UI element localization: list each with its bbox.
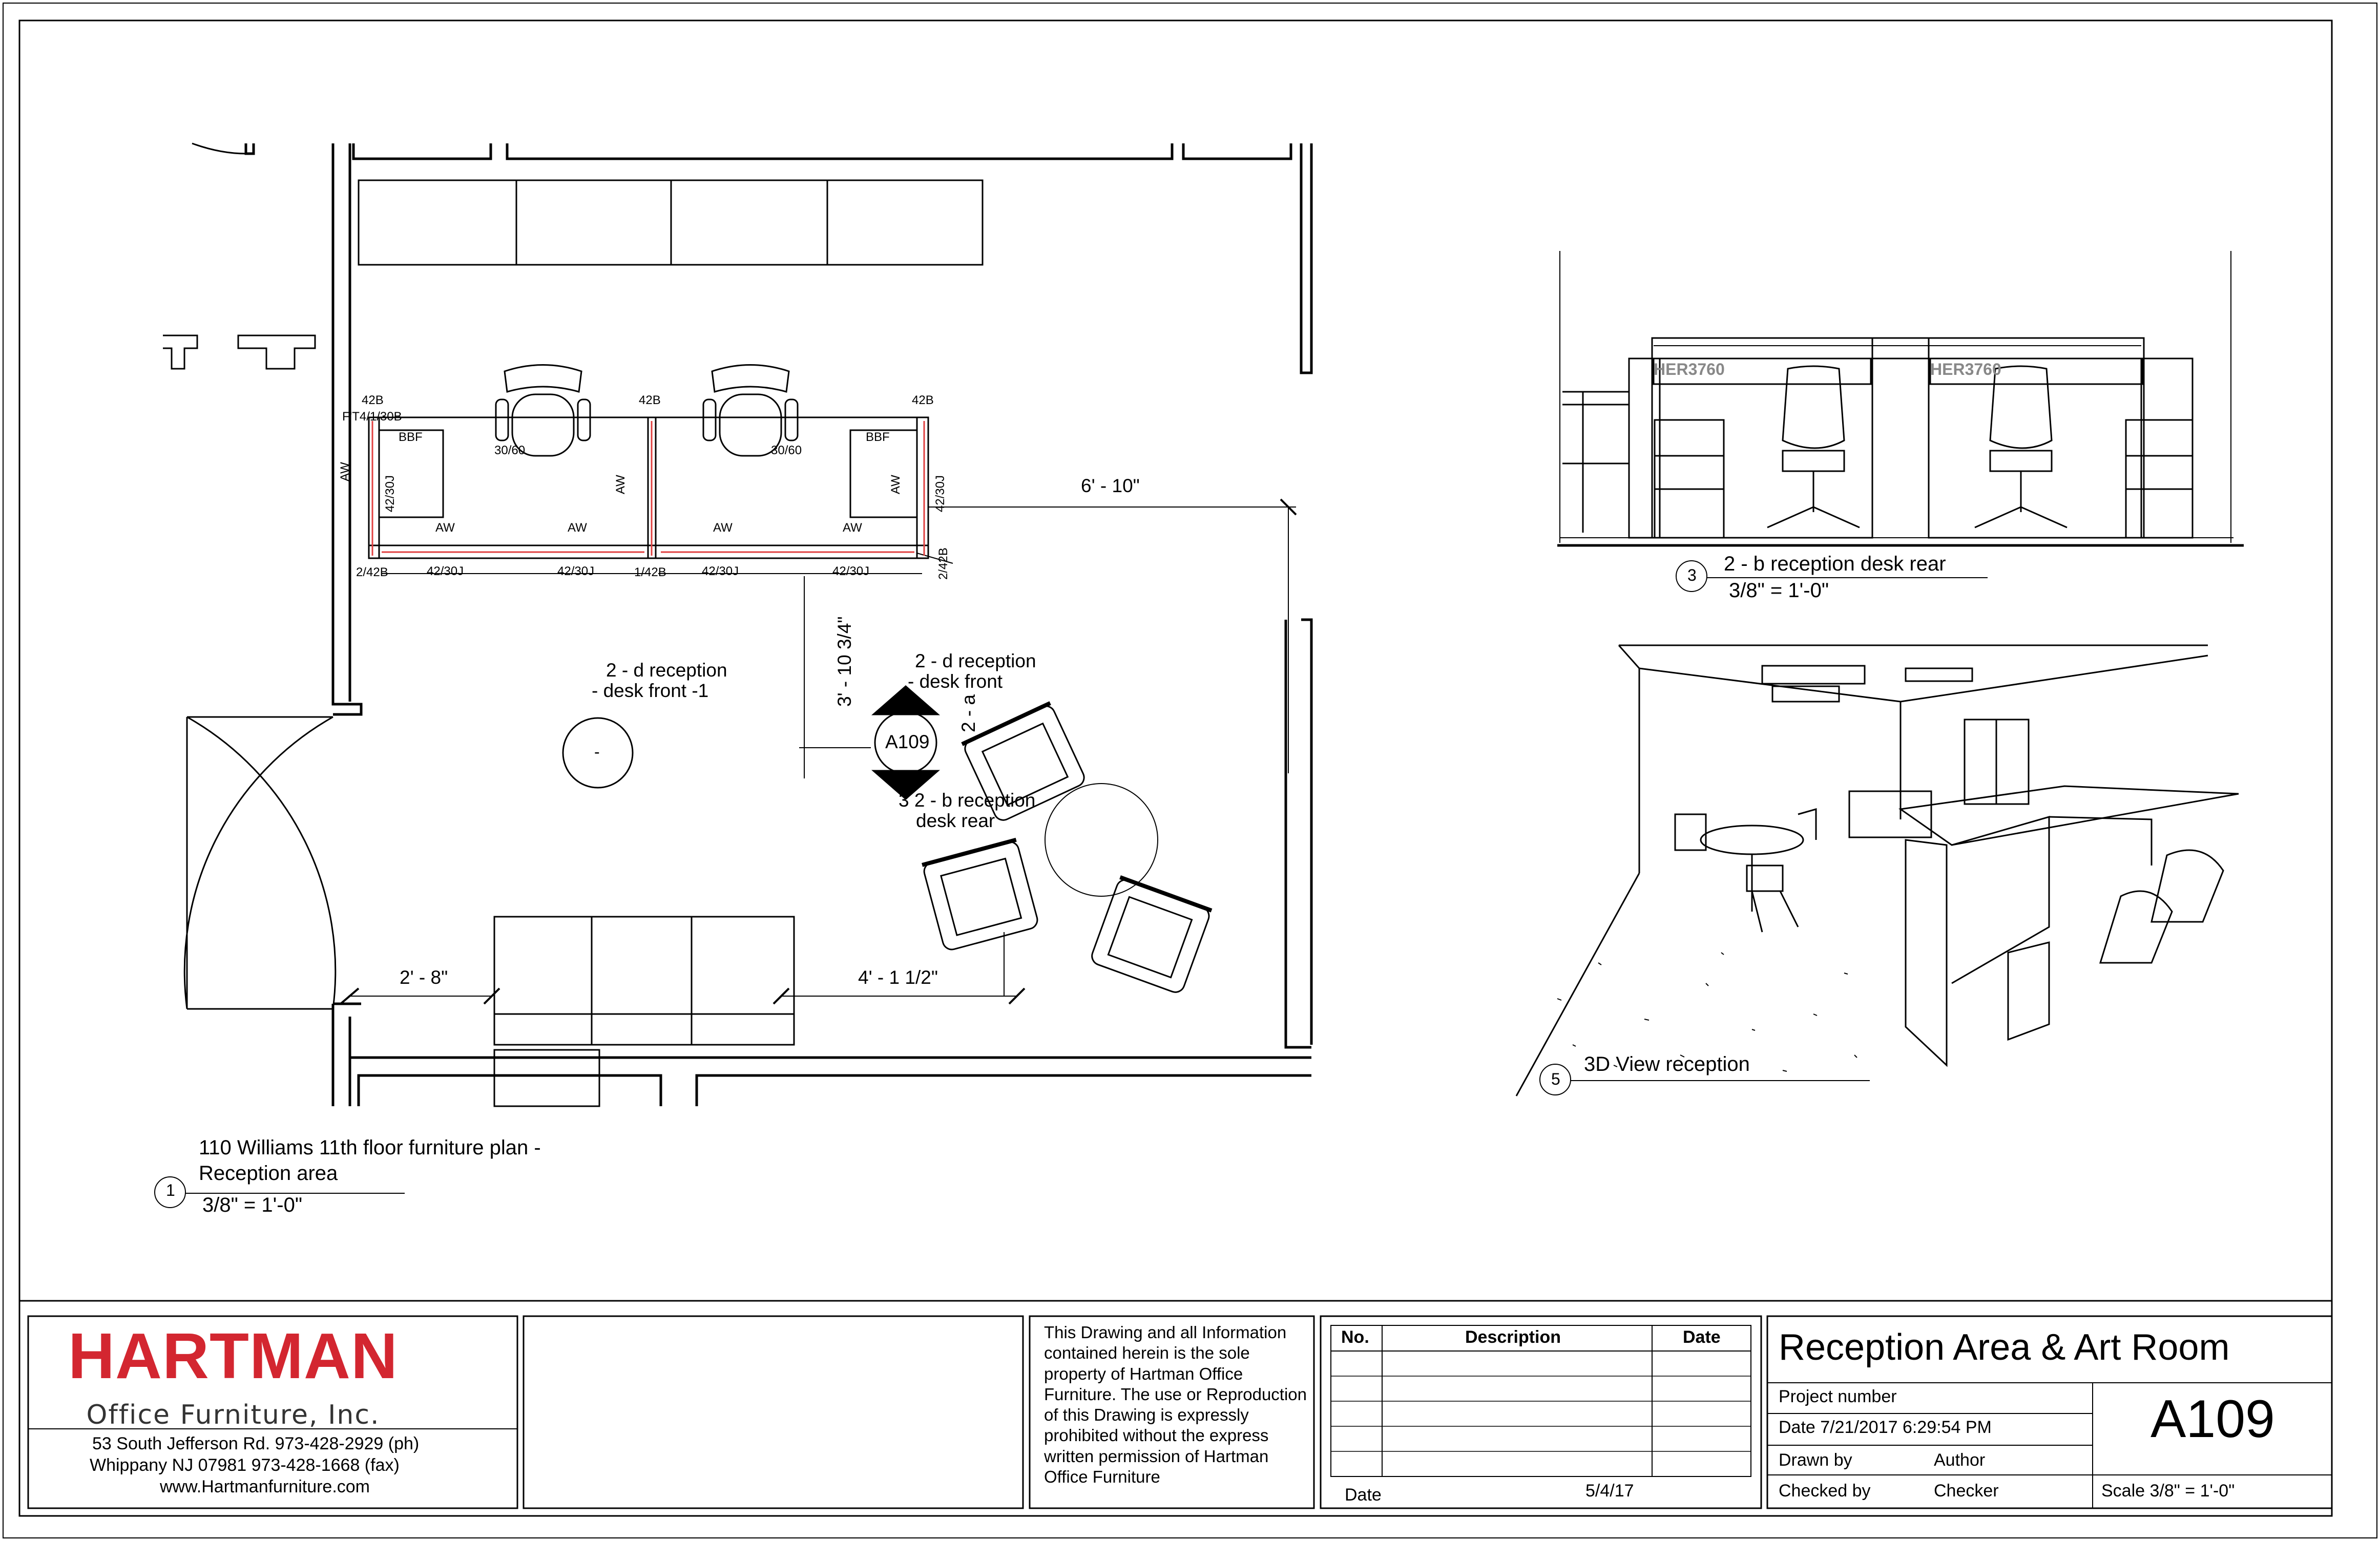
3d-workstation	[1901, 786, 2239, 1065]
lounge-chairs	[922, 703, 1212, 995]
plan-title-line-1: 110 Williams 11th floor furniture plan -	[199, 1136, 541, 1159]
callout-bottom-line-2: desk rear	[916, 810, 995, 831]
view3-title: 2 - b reception desk rear	[1724, 553, 1946, 575]
wall-objects	[163, 335, 315, 369]
checked-by-value: Checker	[1934, 1481, 1999, 1501]
label-bbf-right: BBF	[866, 430, 890, 444]
address-line-1: 53 South Jefferson Rd. 973-428-2929 (ph)	[92, 1434, 420, 1453]
plan-title-line-2: Reception area	[199, 1162, 338, 1185]
label-base-left: 2/42B	[356, 565, 388, 579]
issue-date-value: 5/4/17	[1585, 1481, 1634, 1501]
company-name: HARTMAN	[68, 1320, 398, 1392]
revision-header-no: No.	[1341, 1327, 1369, 1347]
view5-number: 5	[1551, 1070, 1560, 1088]
plan-sofa	[494, 917, 794, 1106]
label-42b-mid: 42B	[639, 393, 661, 407]
label-desk-size-right: 30/60	[771, 444, 802, 457]
callout-sheet-ref: A109	[885, 731, 930, 752]
elevation-tag-label-2: - desk front -1	[592, 680, 709, 701]
label-panel-4: 42/30J	[832, 564, 870, 578]
dimension-lines	[341, 499, 1296, 1004]
elevation-tag-label-1: 2 - d reception	[606, 660, 727, 681]
revision-header-description: Description	[1465, 1327, 1561, 1347]
view3-number: 3	[1687, 566, 1697, 584]
label-aw-vertical-right: AW	[889, 475, 903, 494]
drawn-by-value: Author	[1934, 1450, 1986, 1470]
plan-task-chairs	[496, 365, 798, 456]
print-date: Date 7/21/2017 6:29:54 PM	[1779, 1418, 1992, 1437]
scale-value: Scale 3/8" = 1'-0"	[2101, 1481, 2235, 1501]
label-42b-right: 42B	[912, 393, 934, 407]
view3-scale: 3/8" = 1'-0"	[1729, 579, 1829, 602]
view5-title: 3D View reception	[1584, 1053, 1750, 1075]
model-label-right: HER3760	[1930, 360, 2001, 378]
reception-desks	[369, 417, 953, 574]
top-storage	[359, 180, 983, 265]
dimension-width: 6' - 10"	[1081, 475, 1140, 496]
label-aw-vertical-mid: AW	[614, 475, 628, 494]
dimension-right-clearance: 4' - 1 1/2"	[858, 967, 938, 988]
label-base-mid: 1/42B	[634, 565, 666, 579]
callout-bottom-line-1: 3 2 - b reception	[899, 790, 1036, 811]
label-42b-left: 42B	[362, 393, 384, 407]
elevation-view	[1557, 251, 2244, 592]
ownership-disclaimer: This Drawing and all Information contained herein is the sole property of Hartman Office Furniture. The use or Reproduction of this Drawing is expressly prohibited without the express written permission of Hartman Office Furniture	[1044, 1323, 1307, 1486]
door-swing	[184, 143, 336, 1009]
callout-top-line-2: - desk front	[908, 671, 1003, 692]
label-aw-vertical-left: AW	[338, 462, 352, 481]
revision-header-date: Date	[1683, 1327, 1721, 1347]
model-label-left: HER3760	[1654, 360, 1725, 378]
label-bbf-left: BBF	[399, 430, 423, 444]
plan-scale: 3/8" = 1'-0"	[202, 1194, 303, 1216]
dimension-depth: 3' - 10 3/4"	[834, 616, 855, 707]
label-aw-2: AW	[568, 521, 587, 535]
label-panel-3: 42/30J	[702, 564, 739, 578]
dimension-left-clearance: 2' - 8"	[400, 967, 448, 988]
label-desk-size-left: 30/60	[494, 444, 526, 457]
checked-by-label: Checked by	[1779, 1481, 1871, 1501]
label-panel-2: 42/30J	[557, 564, 595, 578]
plan-view-number: 1	[166, 1181, 175, 1199]
floor-plan	[155, 143, 1311, 1208]
label-base-right: 2/42B	[936, 547, 950, 580]
elevation-tag-center: -	[594, 743, 600, 761]
drawn-by-label: Drawn by	[1779, 1450, 1852, 1470]
label-panel-1: 42/30J	[427, 564, 464, 578]
3d-table-chairs	[1675, 809, 1816, 932]
label-panel-vertical-right: 42/30J	[933, 475, 947, 512]
label-aw-1: AW	[435, 521, 455, 535]
label-aw-4: AW	[843, 521, 862, 535]
3d-view	[1516, 645, 2239, 1096]
website: www.Hartmanfurniture.com	[160, 1477, 370, 1496]
company-subtitle: Office Furniture, Inc.	[86, 1400, 380, 1430]
label-aw-3: AW	[713, 521, 733, 535]
sheet-name: Reception Area & Art Room	[1779, 1327, 2230, 1368]
plan-walls	[246, 143, 1311, 1106]
callout-top-line-1: 2 - d reception	[915, 650, 1036, 671]
address-line-2: Whippany NJ 07981 973-428-1668 (fax)	[90, 1455, 400, 1475]
company-logo	[51, 1320, 415, 1430]
sheet-number: A109	[2151, 1389, 2275, 1449]
label-panel-vertical-left: 42/30J	[383, 475, 397, 512]
issue-date-label: Date	[1345, 1485, 1382, 1505]
project-number: Project number	[1779, 1387, 1897, 1406]
label-ft: F'T4/1/30B	[342, 410, 402, 424]
callout-side-label: 2 - a	[958, 694, 979, 732]
